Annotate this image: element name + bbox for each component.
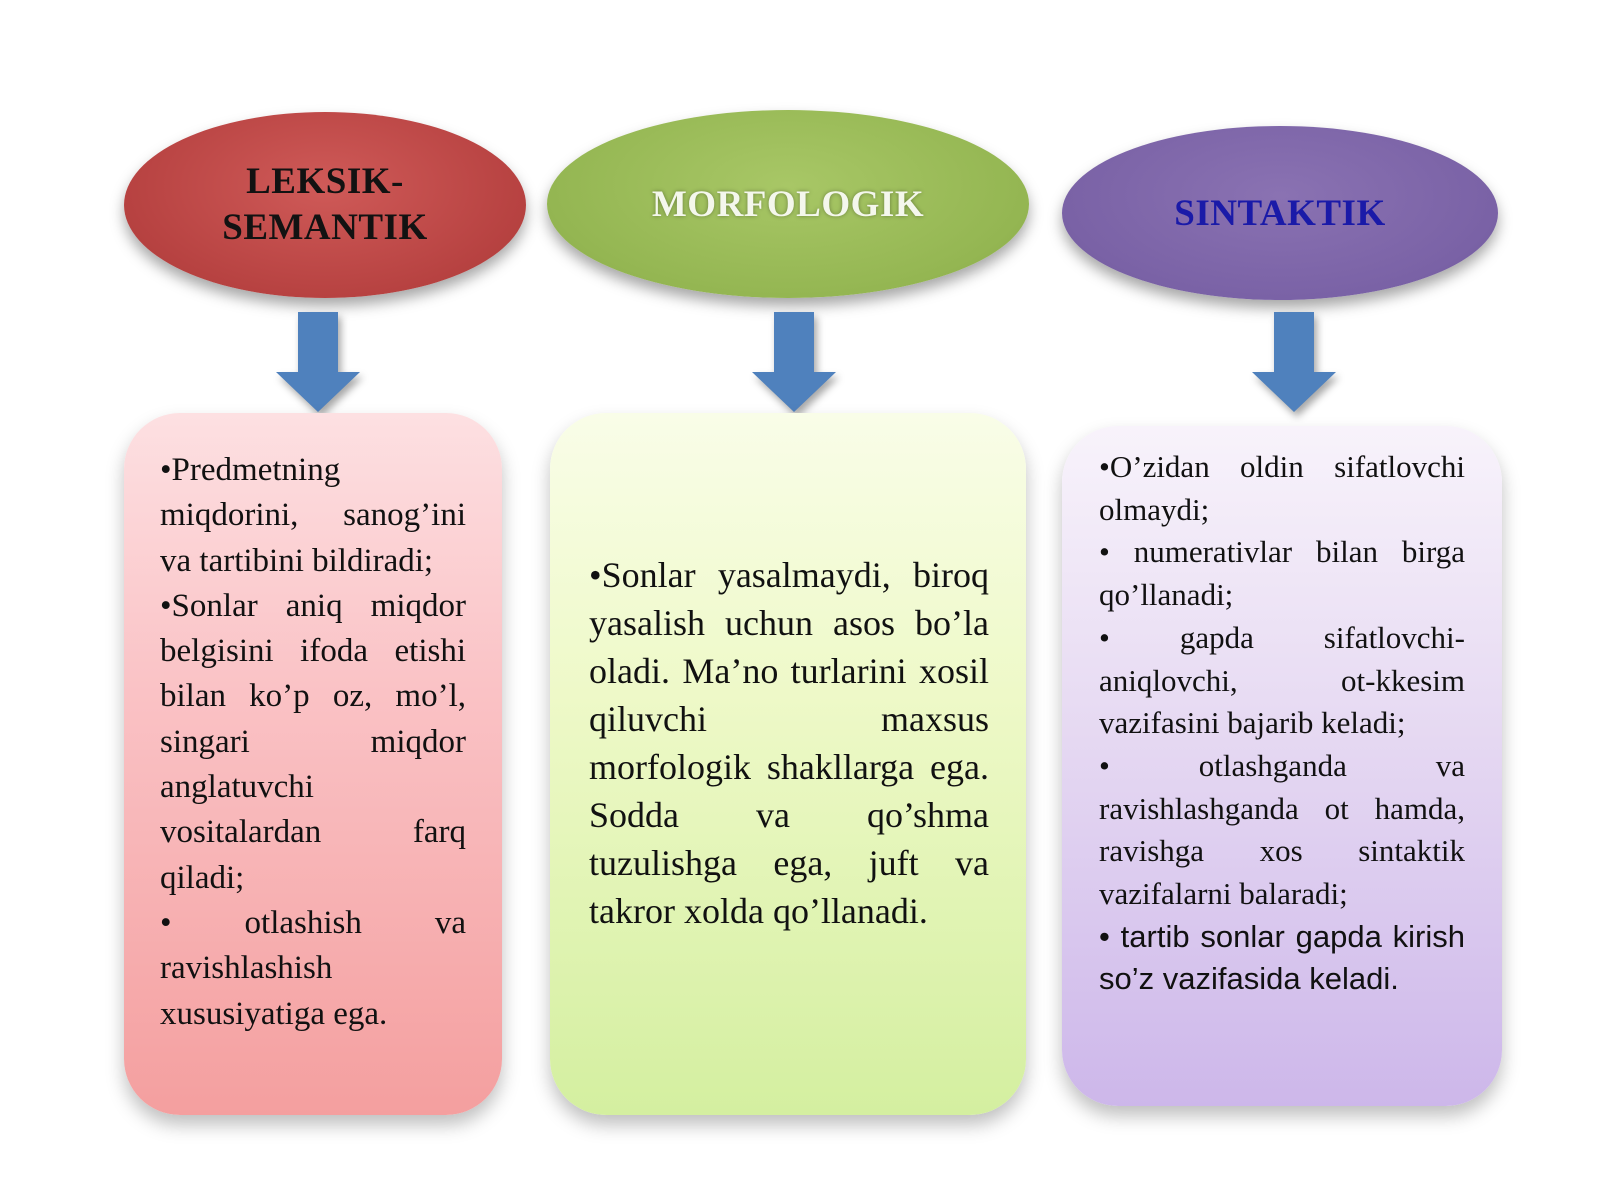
sintaktik-item: •O’zidan oldin sifatlovchi olmaydi; [1099, 449, 1465, 527]
sintaktik-item: • numerativlar bilan birga qo’llanadi; [1099, 534, 1465, 613]
down-arrow-icon [1252, 312, 1336, 412]
down-arrow-icon [752, 312, 836, 412]
morfologik-text: •Sonlar yasalmaydi, biroq yasalish uchun asos bo’la oladi. Ma’no turlarini xosil qiluvchi maxsus morfologik shakllarga ega. Sodda va qo’shma tuzulishga ega, juft va takror xolda qo’llanadi. [589, 555, 989, 931]
sintaktik-box [1062, 426, 1502, 1106]
sintaktik-item: • tartib sonlar gapda kirish so’z vazifasida keladi. [1099, 918, 1465, 997]
sintaktik-item: • gapda sifatlovchi-aniqlovchi, ot-kkesim vazifasini bajarib keladi; [1099, 619, 1465, 741]
leksik-semantik-box [124, 413, 502, 1115]
sintaktik-item: • otlashganda va ravishlashganda ot hamda, ravishga xos sintaktik vazifalarni balaradi; [1099, 747, 1465, 912]
morfologik-box [550, 413, 1026, 1115]
down-arrow-icon [276, 312, 360, 412]
header-morfologik-label: MORFOLOGIK [651, 183, 925, 225]
header-leksik-semantik-label: LEKSIK- SEMANTIK [222, 161, 428, 248]
leksik-item: • otlashish va ravishlashish xususiyatiga ega. [160, 904, 466, 1032]
header-morfologik [547, 110, 1029, 298]
header-sintaktik-label: SINTAKTIK [1174, 192, 1386, 234]
header-leksik-semantik [124, 112, 526, 298]
header-sintaktik [1062, 126, 1498, 300]
leksik-item: •Predmetning miqdorini, sanog’ini va tartibini bildiradi; [160, 452, 466, 579]
leksik-item: •Sonlar aniq miqdor belgisini ifoda etishi bilan ko’p oz, mo’l, singari miqdor anglatuvchi vositalardan farq qiladi; [160, 587, 466, 896]
